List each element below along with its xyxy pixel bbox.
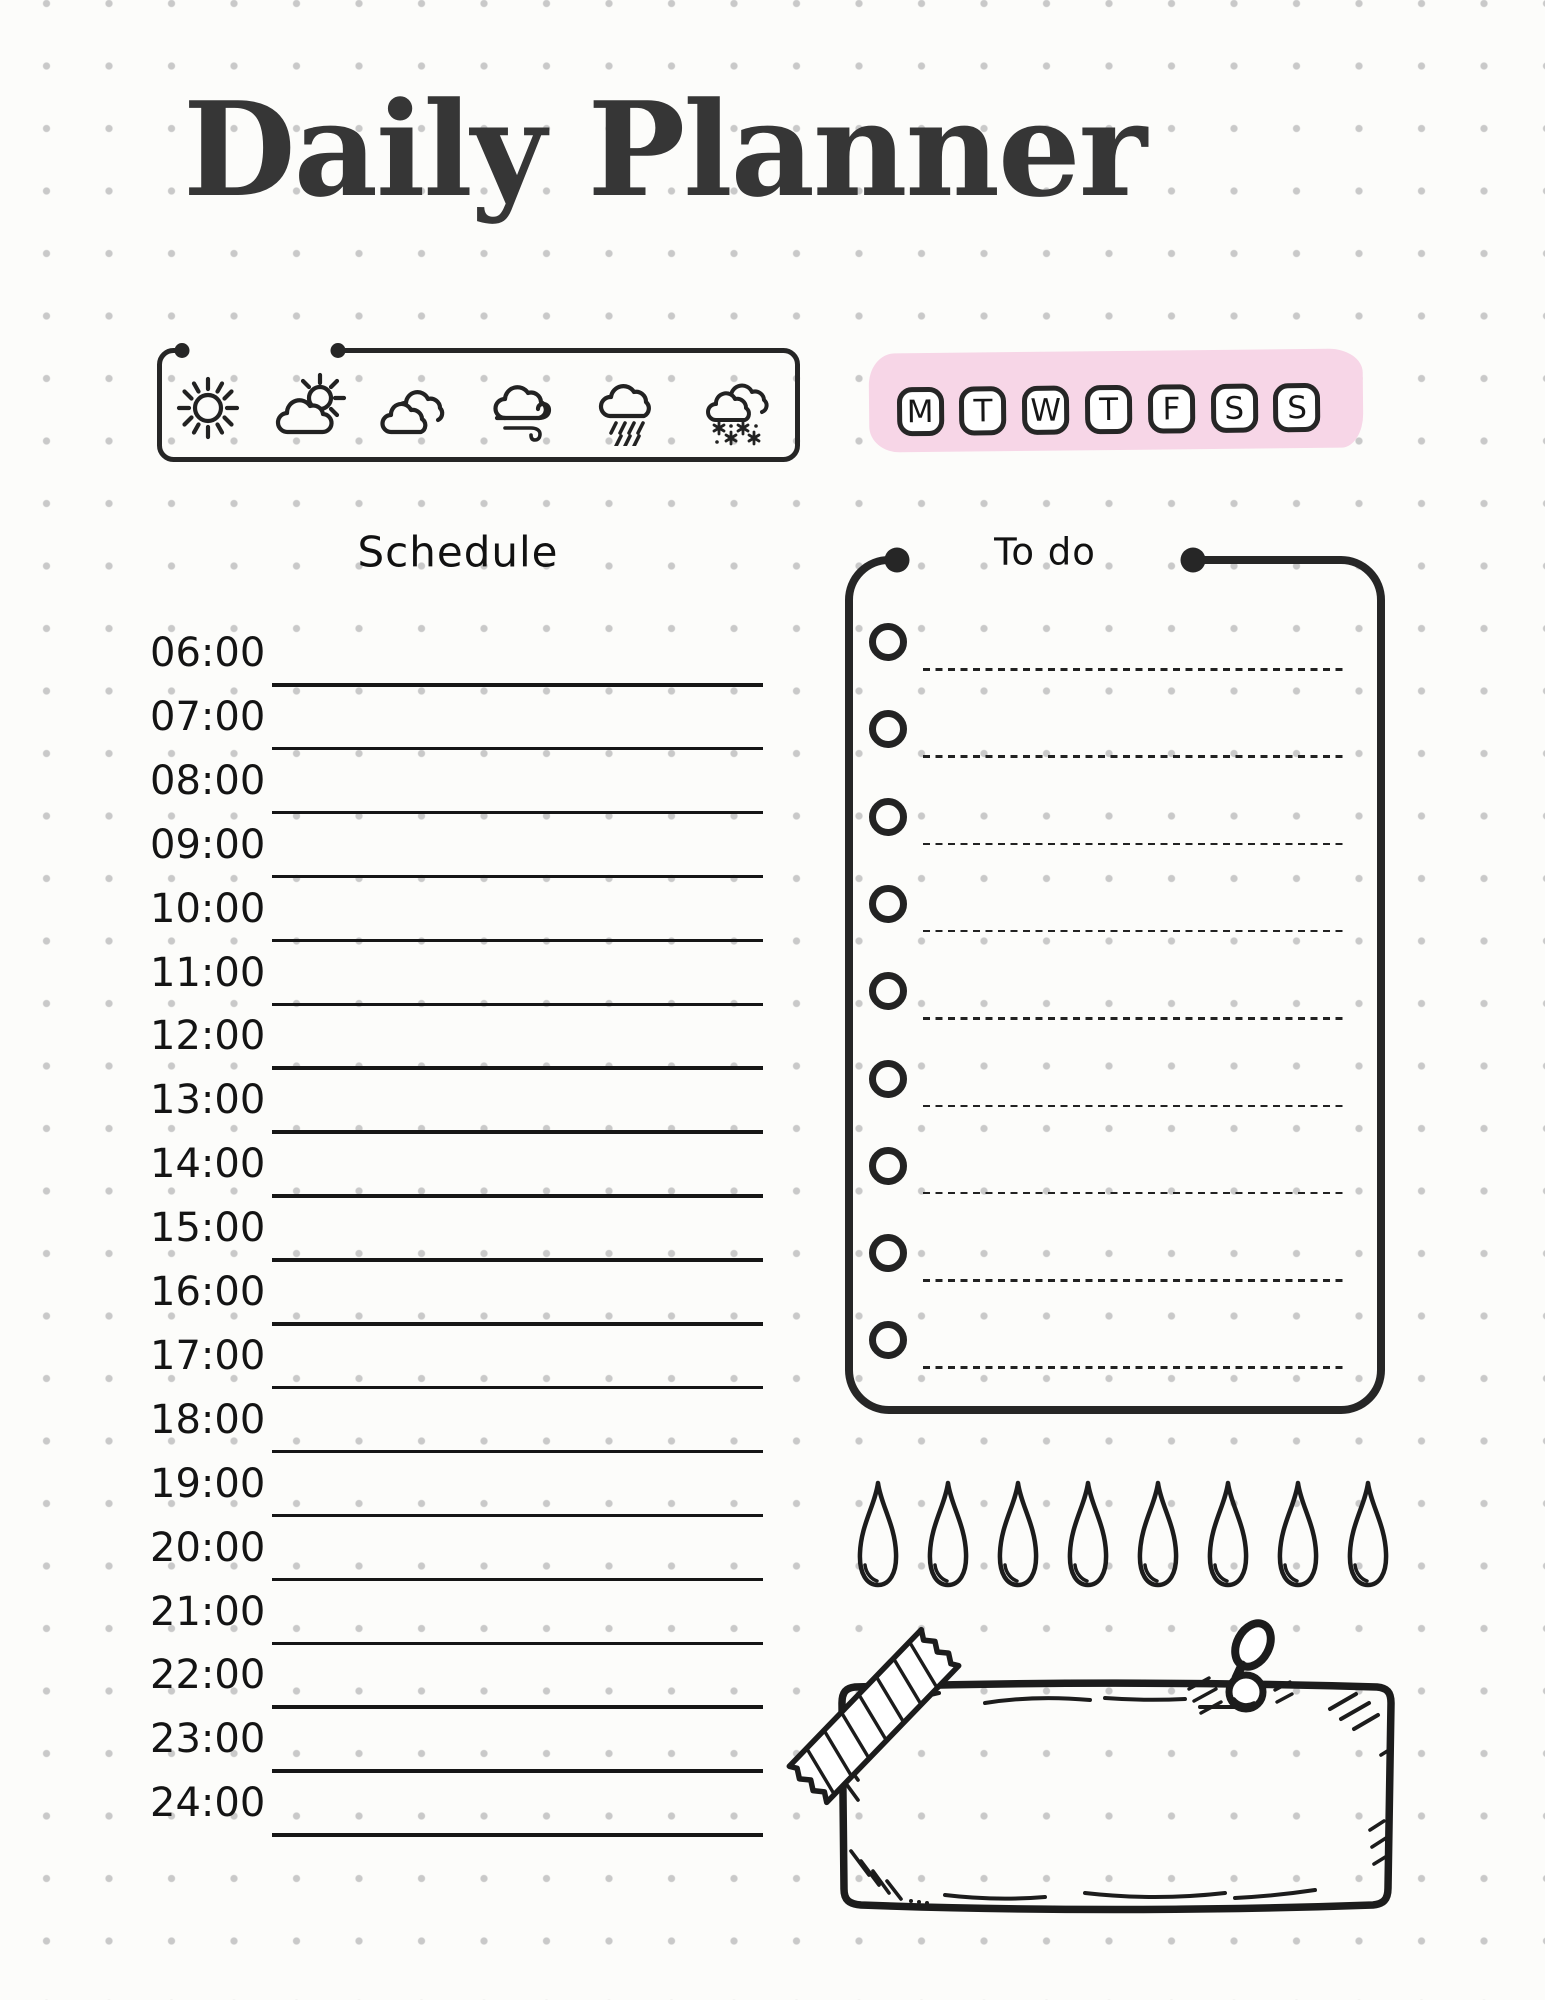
schedule-entry-line[interactable]: [272, 1578, 763, 1582]
schedule-entry-line[interactable]: [272, 1642, 763, 1646]
day-toggle-3[interactable]: T: [1085, 385, 1133, 434]
schedule-time-label: 18:00: [150, 1396, 266, 1443]
todo-entry-line[interactable]: [923, 1017, 1345, 1020]
todo-check-ring[interactable]: [869, 1060, 907, 1098]
windy-icon[interactable]: [483, 370, 563, 446]
schedule-time-label: 21:00: [150, 1588, 266, 1635]
water-droplet[interactable]: [1201, 1477, 1255, 1591]
cloudy-icon[interactable]: [375, 370, 455, 446]
day-toggle-2[interactable]: W: [1022, 385, 1070, 434]
day-toggle-5[interactable]: S: [1210, 384, 1258, 433]
weekday-highlight-band: [868, 348, 1363, 452]
schedule-entry-line[interactable]: [272, 1450, 763, 1454]
todo-entry-line[interactable]: [923, 930, 1345, 933]
schedule-time-label: 13:00: [150, 1077, 266, 1124]
schedule-time-label: 12:00: [150, 1013, 266, 1060]
frame-dot: [331, 343, 346, 358]
rainy-icon[interactable]: [590, 370, 670, 446]
schedule-time-label: 15:00: [150, 1205, 266, 1252]
notes-area[interactable]: [785, 1595, 1450, 1940]
schedule-time-label: 20:00: [150, 1524, 266, 1571]
frame-dot: [175, 343, 190, 358]
schedule-entry-line[interactable]: [272, 747, 763, 751]
schedule-time-label: 24:00: [150, 1780, 266, 1827]
tape-icon: [788, 1628, 960, 1804]
schedule-time-label: 10:00: [150, 885, 266, 932]
water-droplet[interactable]: [851, 1477, 905, 1591]
todo-check-ring[interactable]: [869, 885, 907, 923]
todo-check-ring[interactable]: [869, 1147, 907, 1185]
water-droplet[interactable]: [1061, 1477, 1115, 1591]
schedule-time-label: 09:00: [150, 821, 266, 868]
schedule-entry-line[interactable]: [272, 1194, 763, 1198]
todo-check-ring[interactable]: [869, 798, 907, 836]
schedule-time-label: 17:00: [150, 1332, 266, 1379]
frame-dot: [885, 548, 910, 573]
todo-entry-line[interactable]: [923, 1279, 1345, 1282]
sunny-icon[interactable]: [168, 370, 248, 446]
schedule-entry-line[interactable]: [272, 683, 763, 687]
schedule-time-label: 14:00: [150, 1141, 266, 1188]
todo-entry-line[interactable]: [923, 1366, 1345, 1369]
schedule-entry-line[interactable]: [272, 1769, 763, 1773]
todo-entry-line[interactable]: [923, 668, 1345, 671]
schedule-entry-line[interactable]: [272, 1833, 763, 1837]
notes-box-sketch: [842, 1683, 1391, 1909]
schedule-time-label: 07:00: [150, 693, 266, 740]
schedule-time-label: 23:00: [150, 1716, 266, 1763]
schedule-entry-line[interactable]: [272, 1705, 763, 1709]
snowy-icon[interactable]: [697, 370, 777, 446]
day-toggle-1[interactable]: T: [959, 386, 1007, 435]
push-pin-icon: [1189, 1617, 1292, 1713]
day-toggle-6[interactable]: S: [1273, 383, 1321, 432]
schedule-entry-line[interactable]: [272, 1066, 763, 1070]
page-title: Daily Planner: [183, 73, 1146, 226]
todo-panel-frame: [835, 546, 1395, 1426]
todo-entry-line[interactable]: [923, 1192, 1345, 1195]
schedule-entry-line[interactable]: [272, 875, 763, 879]
water-droplet[interactable]: [921, 1477, 975, 1591]
partly-cloudy-icon[interactable]: [270, 370, 350, 446]
frame-dot: [1181, 548, 1206, 573]
water-droplet[interactable]: [1271, 1477, 1325, 1591]
schedule-entry-line[interactable]: [272, 1130, 763, 1134]
todo-entry-line[interactable]: [923, 755, 1345, 758]
todo-check-ring[interactable]: [869, 972, 907, 1010]
todo-check-ring[interactable]: [869, 1234, 907, 1272]
day-toggle-0[interactable]: M: [896, 387, 944, 436]
schedule-heading: Schedule: [357, 527, 559, 577]
schedule-entry-line[interactable]: [272, 1386, 763, 1390]
todo-heading: To do: [994, 530, 1096, 574]
schedule-entry-line[interactable]: [272, 939, 763, 943]
schedule-time-label: 11:00: [150, 949, 266, 996]
schedule-entry-line[interactable]: [272, 1258, 763, 1262]
schedule-entry-line[interactable]: [272, 811, 763, 815]
schedule-time-label: 06:00: [150, 630, 266, 676]
schedule-time-label: 22:00: [150, 1652, 266, 1699]
todo-entry-line[interactable]: [923, 1105, 1345, 1108]
schedule-entry-line[interactable]: [272, 1514, 763, 1518]
water-tracker: [851, 1477, 1395, 1591]
schedule-time-label: 19:00: [150, 1460, 266, 1507]
schedule-entry-line[interactable]: [272, 1003, 763, 1007]
water-droplet[interactable]: [991, 1477, 1045, 1591]
todo-check-ring[interactable]: [869, 623, 907, 661]
todo-entry-line[interactable]: [923, 843, 1345, 846]
water-droplet[interactable]: [1341, 1477, 1395, 1591]
water-droplet[interactable]: [1131, 1477, 1185, 1591]
day-toggle-4[interactable]: F: [1148, 384, 1196, 433]
schedule-time-label: 08:00: [150, 757, 266, 804]
schedule-entry-line[interactable]: [272, 1322, 763, 1326]
schedule-time-label: 16:00: [150, 1269, 266, 1315]
